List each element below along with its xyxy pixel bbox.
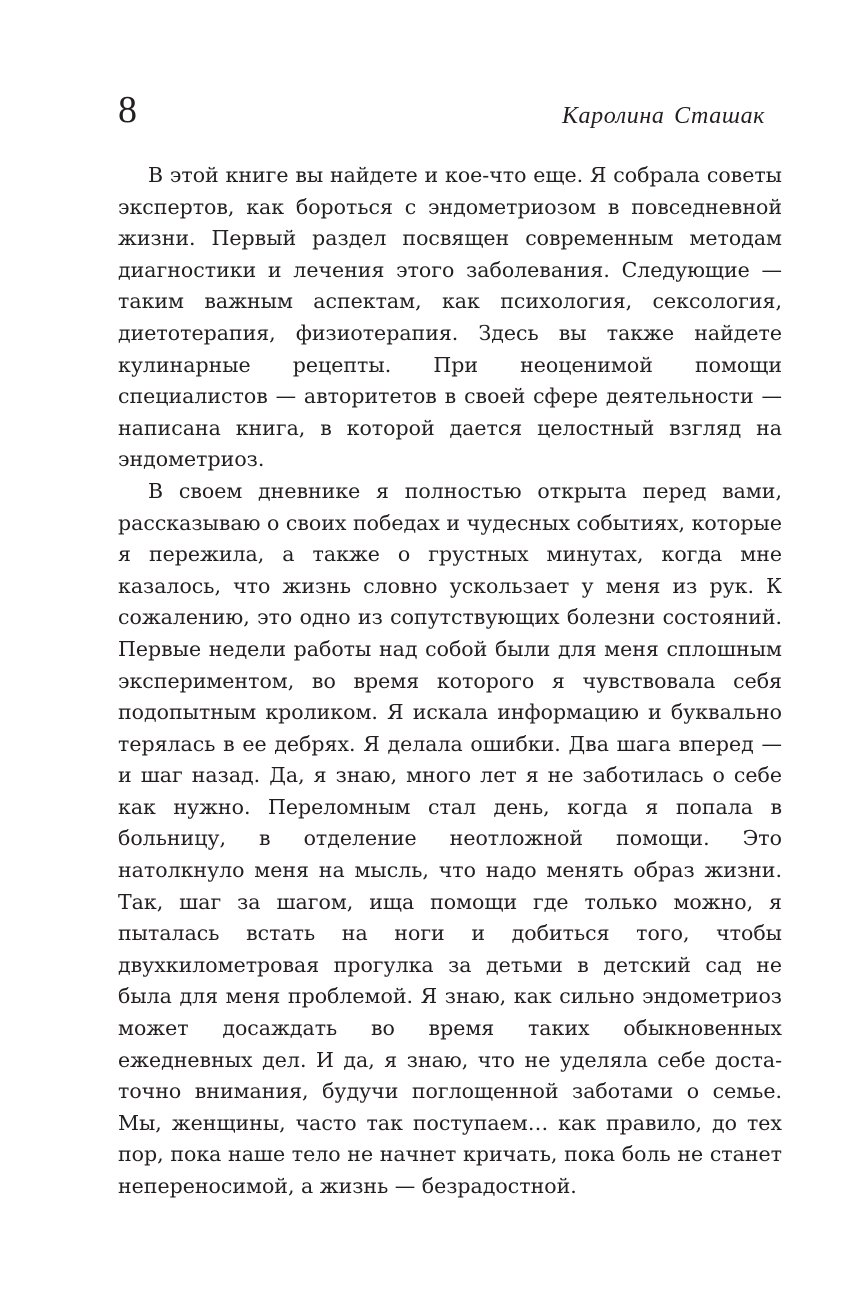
running-header-author: Каролина Сташак [561,103,765,129]
page-number: 8 [118,89,137,131]
paragraph-1: В этой книге вы найдете и кое-что еще. Я собрала советы экспертов, как бороться с эндометриозом в повседневной жизни. Первый раздел посвящен современным методам диагностики и лечения этого заболевания. Следующие — таким важным аспектам, как психология, сексология, диетотерапия, физиотерапия. Здесь вы также найдете кулинарные рецепты. При неоценимой помощи специалистов — авторитетов в своей сфере деятельности — написана книга, в которой дается целостный взгляд на эндометриоз. [118,163,782,472]
paragraph-2: В своем дневнике я полностью открыта перед вами, рассказываю о своих победах и чудесных событиях, которые я пережила, а также о грустных минутах, когда мне казалось, что жизнь словно ускользает у меня из рук. К сожалению, это одно из сопутствующих болезни состояний. Первые недели работы над собой были для меня сплошным экспериментом, во время которого я чувствовала себя подопытным кроликом. Я искала информацию и буквально терялась в ее дебрях. Я делала ошибки. Два шага вперед — и шаг назад. Да, я знаю, много лет я не заботилась о себе как нужно. Переломным стал день, когда я попала в больницу, в отделение неотложной помощи. Это натолкнуло меня на мысль, что надо менять образ жизни. Так, шаг за шагом, ища помощи где только можно, я пыталась встать на ноги и добиться того, чтобы двухкилометровая прогулка за детьми в детский сад не была для меня проблемой. Я знаю, как сильно эндометриоз может досаждать во время таких обыкновенных ежедневных дел. И да, я знаю, что не уделяла себе достаточно внимания, будучи поглощенной заботами о семье. Мы, женщины, часто так поступаем… как правило, до тех пор, пока наше тело не начнет кричать, пока боль не станет непереносимой, а жизнь — безрадостной. [118,478,782,1198]
body-text [118,160,782,1203]
